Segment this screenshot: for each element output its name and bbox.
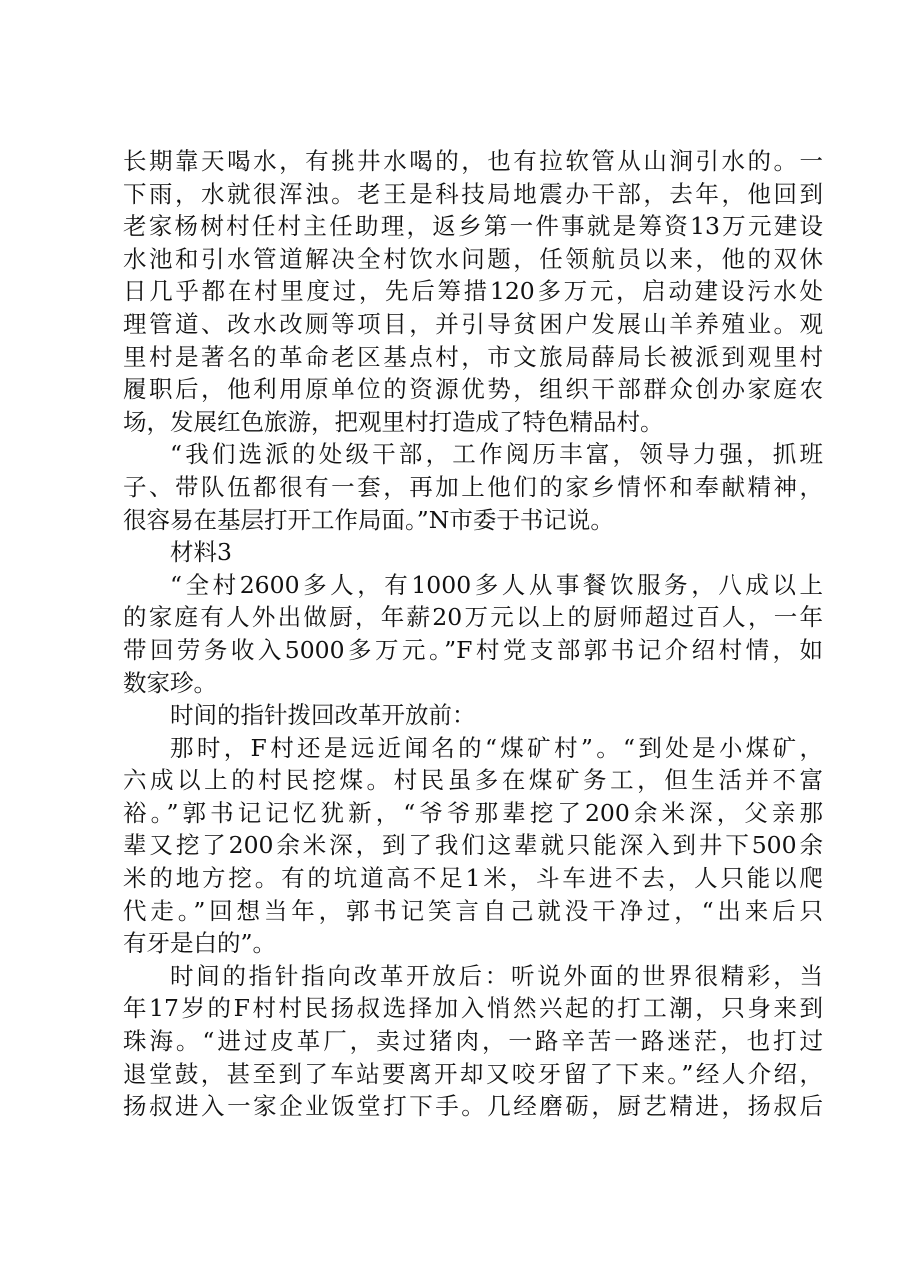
text-line: 日几乎都在村里度过，先后筹措120多万元，启动建设污水处	[123, 277, 823, 306]
text-line: 扬叔进入一家企业饭堂打下手。几经磨砺，厨艺精进，扬叔后	[123, 1092, 823, 1121]
text-line: 里村是著名的革命老区基点村，市文旅局薛局长被派到观里村	[123, 342, 823, 371]
section-title: 材料3	[170, 538, 232, 567]
text-line: 珠海。“进过皮革厂，卖过猪肉，一路辛苦一路迷茫，也打过	[123, 1027, 823, 1056]
text-line: 数家珍。	[123, 668, 217, 697]
text-line: 水池和引水管道解决全村饮水问题，任领航员以来，他的双休	[123, 244, 823, 273]
paragraph	[123, 438, 823, 536]
text-line: 六成以上的村民挖煤。村民虽多在煤矿务工，但生活并不富	[123, 766, 823, 795]
text-line: 年17岁的F村村民扬叔选择加入悄然兴起的打工潮，只身来到	[123, 994, 823, 1023]
section-heading	[123, 536, 823, 569]
text-line: 履职后，他利用原单位的资源优势，组织干部群众创办家庭农	[123, 375, 823, 404]
text-line: 下雨，水就很浑浊。老王是科技局地震办干部，去年，他回到	[123, 179, 823, 208]
text-line: 带回劳务收入5000多万元。”F村党支部郭书记介绍村情，如	[123, 635, 823, 664]
text-line: 米的地方挖。有的坑道高不足1米，斗车进不去，人只能以爬	[123, 864, 823, 893]
document-body	[123, 145, 823, 1123]
paragraph	[123, 732, 823, 960]
paragraph	[123, 145, 823, 438]
text-line: 时间的指针指向改革开放后：听说外面的世界很精彩，当	[170, 961, 823, 990]
text-line: “全村2600多人，有1000多人从事餐饮服务，八成以上	[170, 570, 823, 599]
text-line: 理管道、改水改厕等项目，并引导贫困户发展山羊养殖业。观	[123, 309, 823, 338]
text-line: “我们选派的处级干部，工作阅历丰富，领导力强，抓班	[170, 440, 823, 469]
text-line: 很容易在基层打开工作局面。”N市委于书记说。	[123, 505, 614, 534]
text-line: 有牙是白的”。	[123, 929, 277, 958]
text-line: 场，发展红色旅游，把观里村打造成了特色精品村。	[123, 407, 664, 436]
text-line: 时间的指针拨回改革开放前：	[170, 701, 476, 730]
text-line: 老家杨树村任村主任助理，返乡第一件事就是筹资13万元建设	[123, 212, 823, 241]
text-line: 那时，F村还是远近闻名的“煤矿村”。“到处是小煤矿，	[170, 733, 823, 762]
paragraph	[123, 699, 823, 732]
paragraph	[123, 569, 823, 699]
text-line: 代走。”回想当年，郭书记笑言自己就没干净过，“出来后只	[123, 896, 823, 925]
paragraph	[123, 960, 823, 1123]
text-line: 辈又挖了200余米深，到了我们这辈就只能深入到井下500余	[123, 831, 823, 860]
text-line: 长期靠天喝水，有挑井水喝的，也有拉软管从山涧引水的。一	[123, 147, 823, 175]
text-line: 的家庭有人外出做厨，年薪20万元以上的厨师超过百人，一年	[123, 603, 823, 632]
text-line: 裕。”郭书记记忆犹新，“爷爷那辈挖了200余米深，父亲那	[123, 798, 823, 827]
text-line: 子、带队伍都很有一套，再加上他们的家乡情怀和奉献精神，	[123, 472, 823, 501]
text-line: 退堂鼓，甚至到了车站要离开却又咬牙留了下来。”经人介绍，	[123, 1059, 823, 1088]
